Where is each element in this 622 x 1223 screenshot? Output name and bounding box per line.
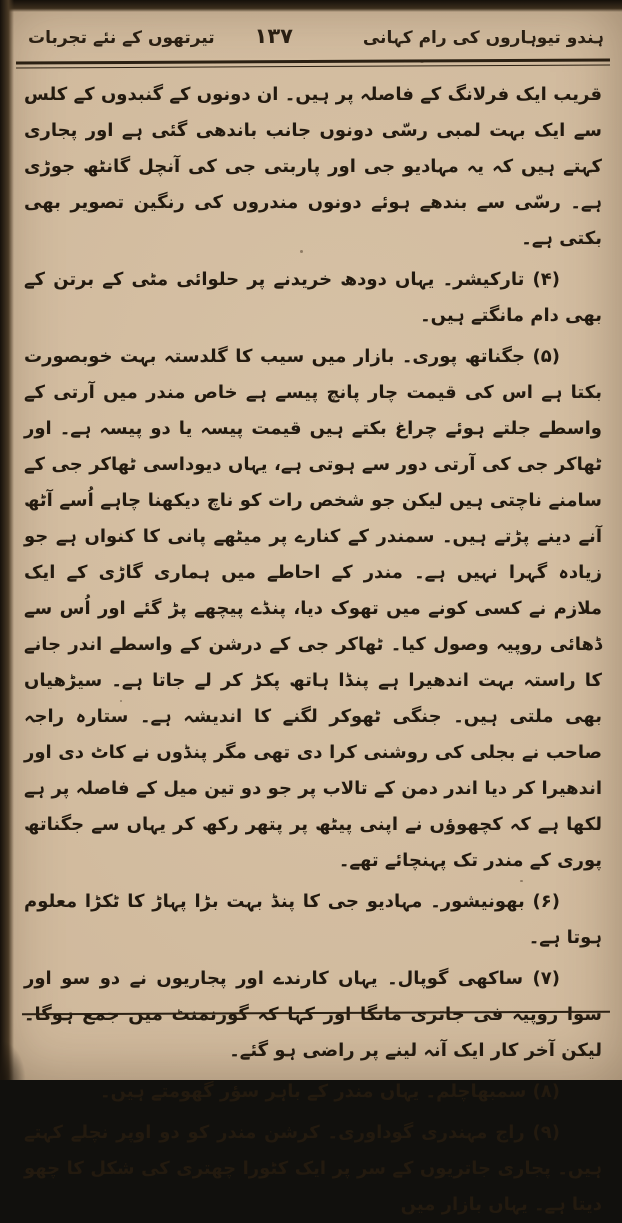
list-item-5: (۵) جگناتھ پوری۔ بازار میں سیب کا گلدستہ بہت خوبصورت بکتا ہے اس کی قیمت چار پانچ پیسے ہے خاص مندر میں آرتی کے واسطے جلتے ہوئے چراغ بکتے ہیں قیمت پیسہ یا دو پیسہ ہے۔ اور ٹھاکر جی کی آرتی دور سے ہوتی ہے، یہاں دیوداسی ٹھاکر جی کے سامنے ناچتی ہیں لیکن جو شخص رات کو ناچ دیکھنا چاہے اُسے آٹھ آنے دینے پڑتے ہیں۔ سمندر کے کنارے پر میٹھے پانی کا کنواں ہے جو زیادہ گہرا نہیں ہے۔ مندر کے احاطے میں ہماری گاڑی کے ایک ملازم نے کسی کونے میں تھوک دیا، پنڈے پیچھے پڑ گئے اور اُس سے ڈھائی روپیہ وصول کیا۔ ٹھاکر جی کے درشن کے واسطے اندر جانے کا راستہ بہت اندھیرا ہے پنڈا ہاتھ پکڑ کر لے جاتا ہے۔ سیڑھیاں بھی ملتی ہیں۔ جنگی ٹھوکر لگنے کا اندیشہ ہے۔ ستارہ راجہ صاحب نے بجلی کی روشنی کرا دی تھی مگر پنڈوں نے کاٹ دی اور اندھیرا کر دیا اندر دمن کے تالاب پر جو دو تین میل کے فاصلہ پر ہے لکھا ہے کہ کچھوؤں نے اپنی پیٹھ پر پتھر رکھ کر یہاں سے جگناتھ پوری کے مندر تک پہنچائے تھے۔	[24, 346, 602, 871]
list-item-4: (۴) تارکیشر۔ یہاں دودھ خریدنے پر حلوائی مٹی کے برتن کے بھی دام مانگتے ہیں۔	[24, 269, 602, 326]
header-right-title: ہندو تیوہاروں کی رام کہانی	[362, 28, 604, 48]
running-header	[14, 10, 614, 54]
list-item-9: (۹) راج مہندری گوداوری۔ کرشن مندر کو دو اوپر نچلے کہتے ہیں۔ پجاری جاتریوں کے سر پر ایک کٹورا چھتری کی شکل کا چھو دیتا ہے۔ یہاں بازار میں	[24, 1122, 602, 1215]
page-number: ۱۳۷	[254, 24, 293, 48]
paragraph-continuation: قریب ایک فرلانگ کے فاصلہ پر ہیں۔ ان دونوں کے گنبدوں کے کلس سے ایک بہت لمبی رسّی دونوں جانب باندھی گئی ہے اور پجاری کہتے ہیں کہ یہ مہادیو جی اور پاربتی جی کی آنچل گانٹھ جوڑی ہے۔ رسّی سے بندھے ہوئے دونوں مندروں کی رنگین تصویر بھی بکتی ہے۔	[24, 84, 602, 249]
book-page	[14, 10, 614, 1215]
list-item-6: (۶) بھونیشور۔ مہادیو جی کا پنڈ بہت بڑا پہاڑ کا ٹکڑا معلوم ہوتا ہے۔	[24, 891, 602, 948]
list-item-7: (۷) ساکھی گوپال۔ یہاں کارندے اور پجاریوں نے دو سو اور سوا روپیہ فی جاتری مانگا اور کہا کہ گورنمنٹ میں جمع ہوگا۔ لیکن آخر کار ایک آنہ لینے پر راضی ہو گئے۔	[24, 968, 602, 1061]
scan-edge-left	[0, 0, 14, 1080]
header-left-title: تیرتھوں کے نئے تجربات	[28, 28, 215, 48]
body-text	[14, 67, 614, 1223]
list-item-8: (۸) سمبھاچلم۔ یہاں مندر کے باہر سؤر گھومتے ہیں۔	[100, 1081, 560, 1102]
